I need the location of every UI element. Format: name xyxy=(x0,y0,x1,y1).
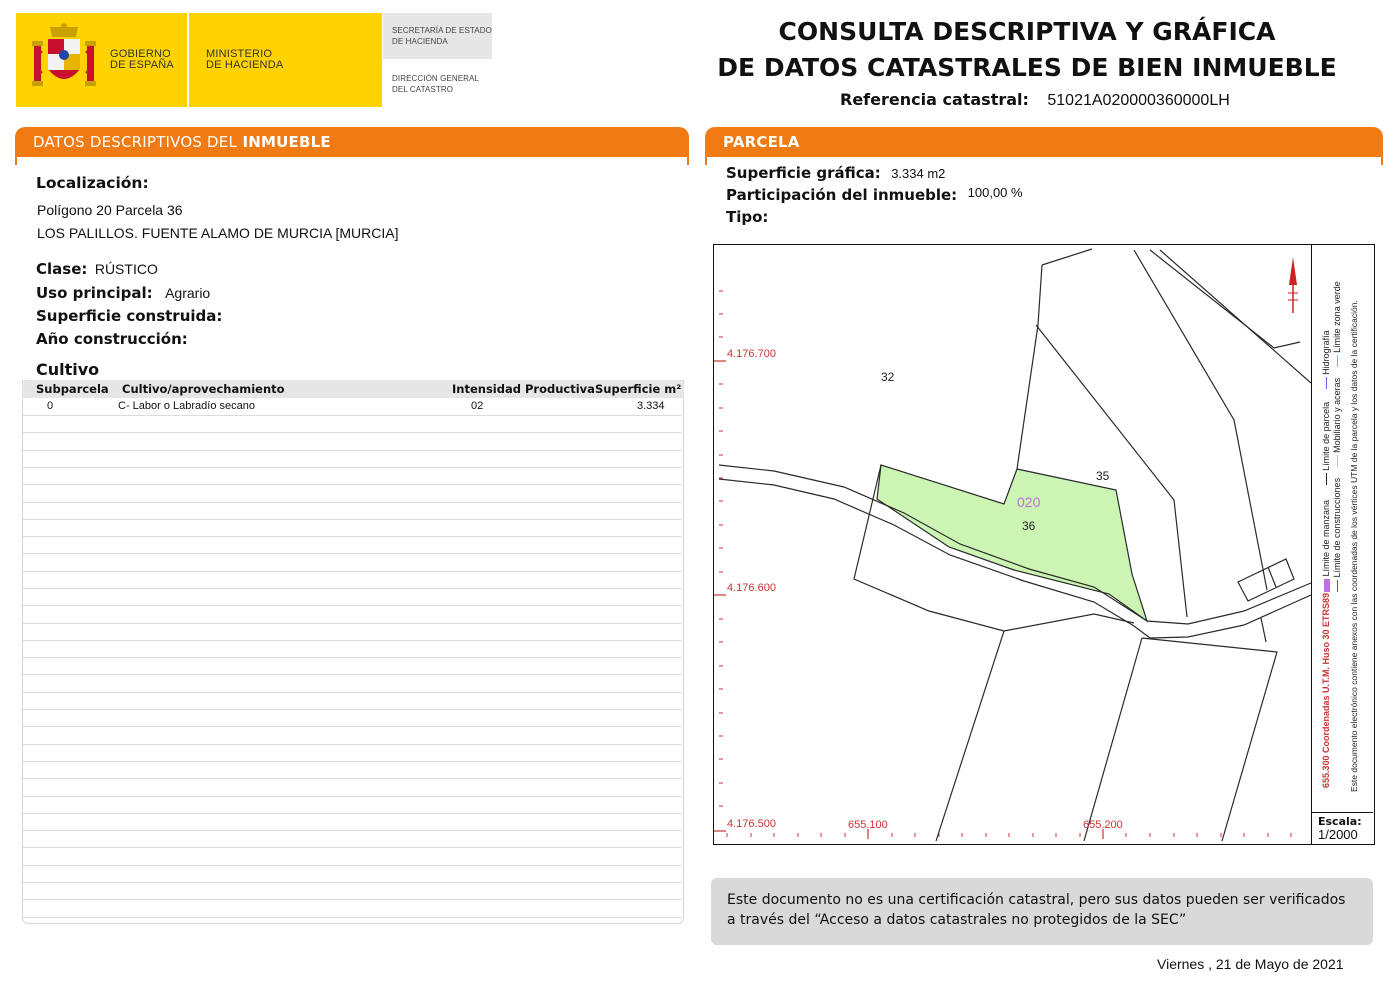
heading-bold: INMUEBLE xyxy=(242,133,331,151)
legend-parcela-swatch xyxy=(1326,473,1327,485)
escala-label: Escala: xyxy=(1318,815,1362,828)
anio-construccion-label: Año construcción: xyxy=(36,330,188,348)
x-ticks xyxy=(727,833,1291,837)
title-line1: CONSULTA DESCRIPTIVA Y GRÁFICA xyxy=(778,17,1276,46)
participacion-row xyxy=(726,186,1023,205)
table-row-line xyxy=(23,467,682,468)
map-drawing xyxy=(714,245,1312,843)
legend-construcciones-swatch xyxy=(1337,580,1338,592)
superficie-grafica-value: 3.334 m2 xyxy=(891,166,946,181)
y-label-700: 4.176.700 xyxy=(727,348,776,360)
table-row-line xyxy=(23,744,682,745)
escala-value: 1/2000 xyxy=(1318,827,1358,842)
legend-doc-note: Este documento electrónico contiene anexos con las coordenadas de los vértices UTM de la parcela y los datos de la certificación. xyxy=(1349,300,1359,792)
table-row-line xyxy=(23,761,682,762)
cultivo-title: Cultivo xyxy=(36,360,100,379)
table-row-line xyxy=(23,726,682,727)
datos-descriptivos-title xyxy=(33,133,331,151)
th-cultivo: Cultivo/aprovechamiento xyxy=(122,382,285,396)
table-row-line xyxy=(23,432,682,433)
uso-label: Uso principal: xyxy=(36,284,153,302)
legend-hidrografia: Hidrografía xyxy=(1321,330,1331,375)
table-row-line xyxy=(23,484,682,485)
title-line2: DE DATOS CATASTRALES DE BIEN INMUEBLE xyxy=(717,53,1337,82)
th-subparcela: Subparcela xyxy=(36,382,109,396)
superficie-grafica-row xyxy=(726,164,945,183)
table-row-line xyxy=(23,553,682,554)
parcel-label-35: 35 xyxy=(1096,469,1110,483)
participacion-label: Participación del inmueble: xyxy=(726,186,958,204)
ref-value: 51021A020000360000LH xyxy=(1047,92,1230,109)
uso-row xyxy=(36,284,210,303)
poligono-label: 020 xyxy=(1017,494,1041,510)
y-ticks xyxy=(719,291,723,806)
catastro-text xyxy=(392,73,479,95)
legend-coords: 655.300 Coordenadas U.T.M. Huso 30 ETRS89 xyxy=(1321,592,1331,788)
ministerio-line2: DE HACIENDA xyxy=(206,59,284,71)
table-row-line xyxy=(23,813,682,814)
table-row-line xyxy=(23,588,682,589)
secretaria-text xyxy=(392,25,492,47)
legend-mobiliario-swatch xyxy=(1337,455,1338,467)
table-row-line xyxy=(23,605,682,606)
cell-superficie: 3.334 xyxy=(637,400,665,412)
th-intensidad: Intensidad Productiva xyxy=(452,382,595,396)
legend-zona-verde: Límite zona verde xyxy=(1332,281,1342,353)
y-label-600: 4.176.600 xyxy=(727,582,776,594)
legend-mobiliario: Mobiliario y aceras xyxy=(1332,377,1342,453)
table-row-line xyxy=(23,692,682,693)
escala-separator xyxy=(1312,812,1373,813)
cell-subparcela: 0 xyxy=(47,400,54,412)
ministerio-line1: MINISTERIO xyxy=(206,48,273,60)
table-row-line xyxy=(23,571,682,572)
superficie-grafica-label: Superficie gráfica: xyxy=(726,164,881,182)
ministerio-text xyxy=(206,49,283,71)
legend-manzana-swatch xyxy=(1324,579,1330,592)
parcel-label-36: 36 xyxy=(1022,519,1036,533)
secretaria-line2: DE HACIENDA xyxy=(392,37,448,46)
legend-row-1 xyxy=(1321,330,1331,592)
table-row-line xyxy=(23,640,682,641)
table-row-line xyxy=(23,709,682,710)
gobierno-text xyxy=(110,49,174,71)
x-label-100: 655.100 xyxy=(848,819,888,831)
table-row-line xyxy=(23,865,682,866)
gobierno-line1: GOBIERNO xyxy=(110,48,171,60)
parcel-36-area xyxy=(877,465,1147,621)
left-section-wing xyxy=(15,157,689,165)
datos-descriptivos-header xyxy=(15,127,689,157)
table-row-line xyxy=(23,899,682,900)
catastro-line2: DEL CATASTRO xyxy=(392,85,454,94)
document-date: Viernes , 21 de Mayo de 2021 xyxy=(1157,956,1344,972)
table-row-line xyxy=(23,882,682,883)
localizacion-line1: Polígono 20 Parcela 36 xyxy=(37,202,183,218)
clase-label: Clase: xyxy=(36,260,88,278)
map-legend xyxy=(1321,252,1381,792)
gobierno-line2: DE ESPAÑA xyxy=(110,59,174,71)
table-row-line xyxy=(23,536,682,537)
parcela-title: PARCELA xyxy=(723,133,800,151)
catastro-line1: DIRECCIÓN GENERAL xyxy=(392,74,480,83)
grid-crosses xyxy=(714,361,1103,839)
cell-cultivo: C- Labor o Labradío secano xyxy=(118,400,255,412)
th-superficie: Superficie m² xyxy=(595,382,682,396)
legend-row-2 xyxy=(1332,281,1342,592)
verification-note-text: Este documento no es una certificación catastral, pero sus datos pueden ser verificados a través del “Acceso a datos catastrales no protegidos de la SEC” xyxy=(727,892,1346,928)
secretaria-logo-block xyxy=(383,13,492,59)
legend-manzana: Límite de manzana xyxy=(1321,499,1331,577)
table-row-line xyxy=(23,674,682,675)
table-row-line xyxy=(23,778,682,779)
ministerio-logo-block xyxy=(189,13,382,107)
legend-hidrografia-swatch xyxy=(1326,377,1327,389)
table-row-line xyxy=(23,623,682,624)
y-label-500: 4.176.500 xyxy=(727,818,776,830)
table-row-line xyxy=(23,657,682,658)
north-arrow-icon xyxy=(1288,257,1298,313)
cell-intensidad: 02 xyxy=(471,400,484,412)
page-title xyxy=(700,14,1354,86)
x-label-200: 655.200 xyxy=(1083,819,1123,831)
clase-row xyxy=(36,260,158,279)
legend-construcciones: Límite de construcciones xyxy=(1332,477,1342,578)
table-row-line xyxy=(23,415,682,416)
ref-label: Referencia catastral: xyxy=(840,90,1029,109)
uso-value: Agrario xyxy=(165,285,211,301)
coat-of-arms-icon xyxy=(30,23,98,95)
tipo-label: Tipo: xyxy=(726,208,769,226)
participacion-value: 100,00 % xyxy=(967,185,1023,200)
localizacion-line2: LOS PALILLOS. FUENTE ALAMO DE MURCIA [MURCIA] xyxy=(37,225,399,241)
referencia-catastral xyxy=(840,90,1230,110)
table-row-line xyxy=(23,917,682,918)
table-row-line xyxy=(23,830,682,831)
gobierno-logo-block xyxy=(16,13,187,107)
table-row-line xyxy=(23,796,682,797)
clase-value: RÚSTICO xyxy=(94,261,158,277)
table-row-line xyxy=(23,847,682,848)
table-row-line xyxy=(23,450,682,451)
superficie-construida-label: Superficie construida: xyxy=(36,307,223,325)
secretaria-line1: SECRETARÍA DE ESTADO xyxy=(392,26,492,35)
legend-parcela: Límite de parcela xyxy=(1321,401,1331,471)
parcela-header xyxy=(705,127,1383,157)
table-row-line xyxy=(23,502,682,503)
cultivo-table xyxy=(22,380,684,924)
localizacion-label: Localización: xyxy=(36,174,149,192)
table-row-line xyxy=(23,519,682,520)
legend-zona-verde-swatch xyxy=(1337,355,1338,367)
heading-light: DATOS DESCRIPTIVOS DEL xyxy=(33,133,238,151)
legend-separator xyxy=(1311,244,1312,844)
parcel-label-32: 32 xyxy=(881,370,895,384)
